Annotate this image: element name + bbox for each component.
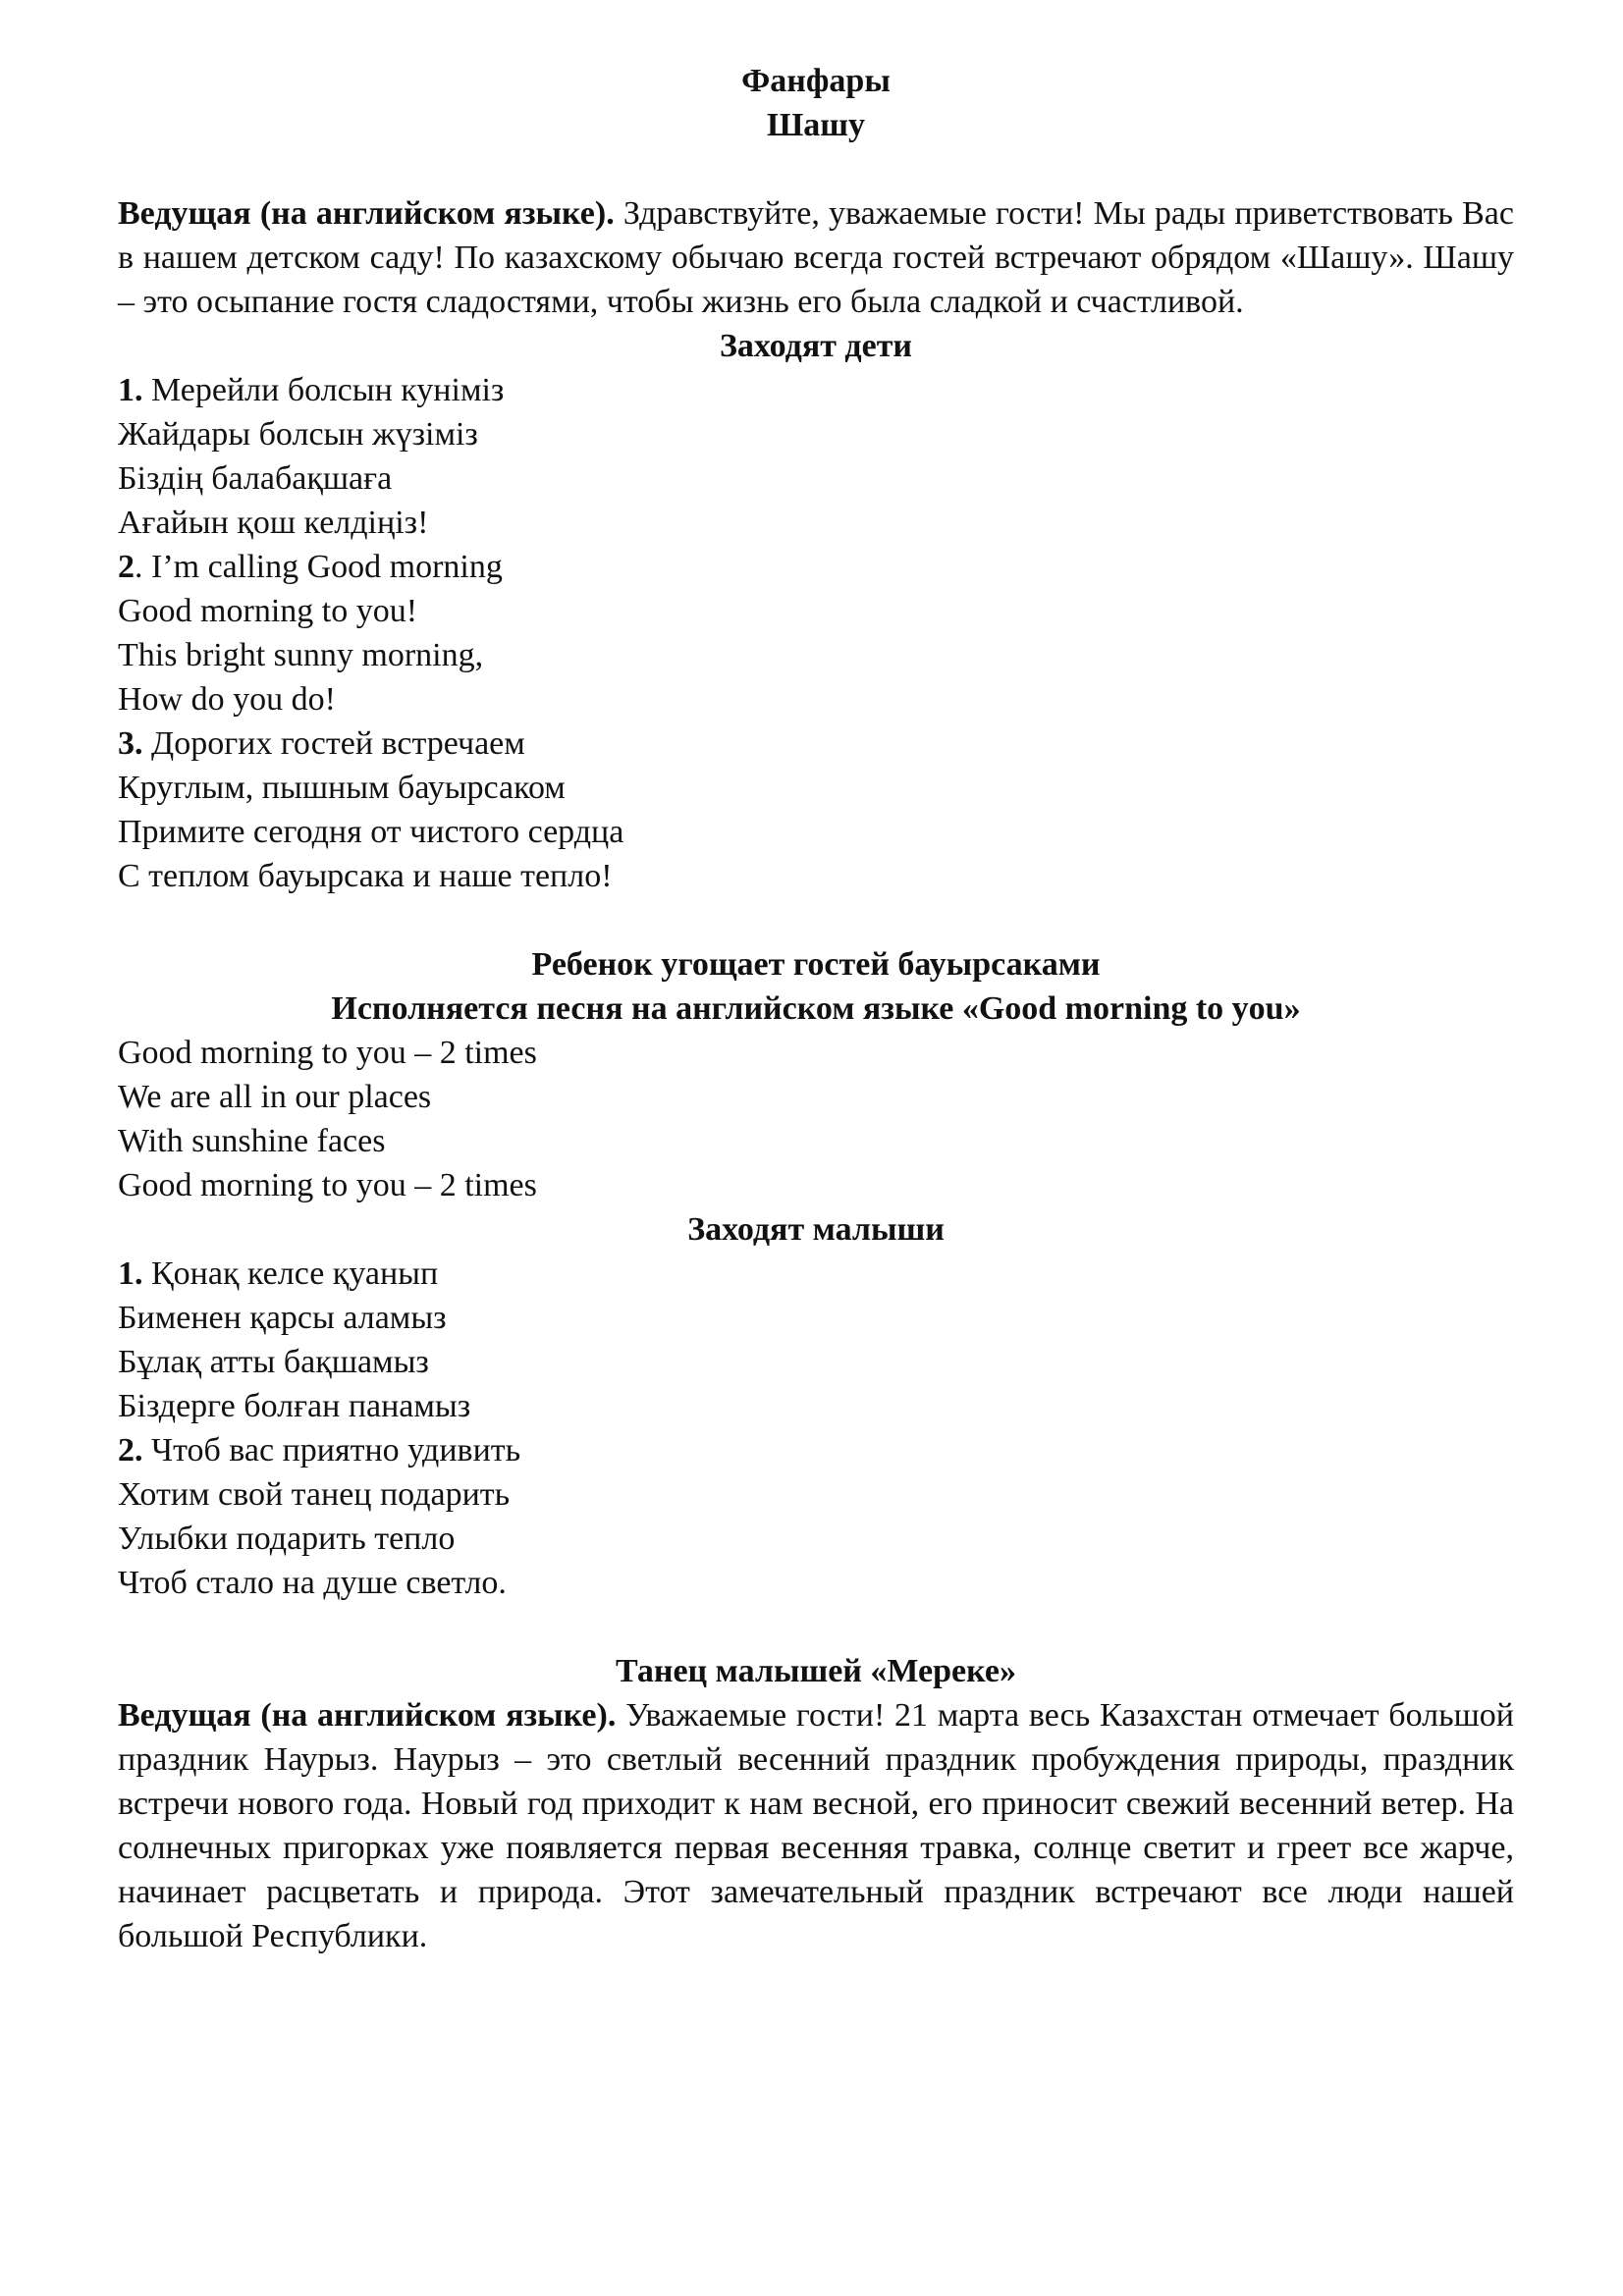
document-page (118, 59, 1514, 1958)
intro-text: Здравствуйте, уважаемые гости! Мы рады приветствовать Вас в нашем детском саду! По казахскому обычаю всегда гостей встречают обрядом «Шашу». Шашу – это осыпание гостя сладостями, чтобы жизнь его была сладкой и счастливой. (118, 195, 1514, 320)
verse-text: . I’m calling Good morning (135, 549, 503, 585)
nauryz-paragraph (118, 1693, 1514, 1958)
spacer (118, 147, 1514, 191)
verse-line: Круглым, пышным бауырсаком (118, 770, 566, 806)
verse-line (118, 545, 1514, 589)
verse-line: Good morning to you! (118, 593, 418, 629)
song-line: Good morning to you – 2 times (118, 1167, 537, 1203)
intro-paragraph (118, 191, 1514, 324)
verse-text: Чтоб вас приятно удивить (142, 1432, 521, 1468)
heading-dance-mereke: Танец малышей «Мереке» (616, 1653, 1016, 1689)
verse-line: Бұлақ атты бақшамыз (118, 1344, 429, 1380)
verse-number: 2. (118, 1432, 143, 1468)
verse-line: Біздің балабақшаға (118, 460, 393, 497)
song-line: Good morning to you – 2 times (118, 1035, 537, 1071)
verse-number: 2 (118, 549, 135, 585)
verse-line (118, 368, 1514, 412)
verse-line (118, 721, 1514, 766)
verse-line: С теплом бауырсака и наше тепло! (118, 858, 613, 894)
song-line: With sunshine faces (118, 1123, 386, 1159)
dance-text: Уважаемые гости! 21 марта весь Казахстан отмечает большой праздник Наурыз. Наурыз – это светлый весенний праздник пробуждения природы, праздник встречи нового года. Новый год приходит к нам весной, его приносит свежий весенний ветер. На солнечных пригорках уже появляется первая весенняя травка, солнце светит и греет все жарче, начинает расцветать и природа. Этот замечательный праздник встречают все люди нашей большой Республики. (118, 1697, 1515, 1954)
heading-child-treats-guests: Ребенок угощает гостей бауырсаками (531, 946, 1101, 983)
verse-line: Біздерге болған панамыз (118, 1388, 471, 1424)
dance-speaker: Ведущая (на английском языке). (118, 1697, 617, 1734)
verse-line (118, 1428, 1514, 1472)
verse-text: Мерейли болсын куніміз (151, 372, 505, 408)
heading-song-performed: Исполняется песня на английском языке «Good morning to you» (331, 990, 1301, 1027)
verse-text: Дорогих гостей встречаем (142, 725, 525, 762)
verse-line: Примите сегодня от чистого сердца (118, 814, 624, 850)
title-shashu: Шашу (766, 107, 866, 143)
verse-line: Жайдары болсын жүзіміз (118, 416, 478, 453)
spacer (118, 898, 1514, 942)
verse-text: Қонақ келсе қуанып (142, 1255, 439, 1292)
verse-line: Улыбки подарить тепло (118, 1521, 456, 1557)
spacer (118, 1605, 1514, 1649)
heading-little-ones-enter: Заходят малыши (687, 1211, 945, 1248)
intro-speaker: Ведущая (на английском языке). (118, 195, 615, 232)
verse-number: 3. (118, 725, 143, 762)
verse-line: Бименен қарсы аламыз (118, 1300, 447, 1336)
heading-children-enter: Заходят дети (719, 328, 913, 364)
verse-line: This bright sunny morning, (118, 637, 484, 673)
verse-line: How do you do! (118, 681, 336, 718)
song-line: We are all in our places (118, 1079, 432, 1115)
verse-line: Хотим свой танец подарить (118, 1476, 511, 1513)
title-fanfary: Фанфары (741, 63, 891, 99)
verse-line: Ағайын қош келдіңіз! (118, 505, 429, 541)
verse-line: Чтоб стало на душе светло. (118, 1565, 507, 1601)
verse-line (118, 1252, 1514, 1296)
verse-number: 1. (118, 1255, 143, 1292)
verse-number: 1. (118, 372, 143, 408)
